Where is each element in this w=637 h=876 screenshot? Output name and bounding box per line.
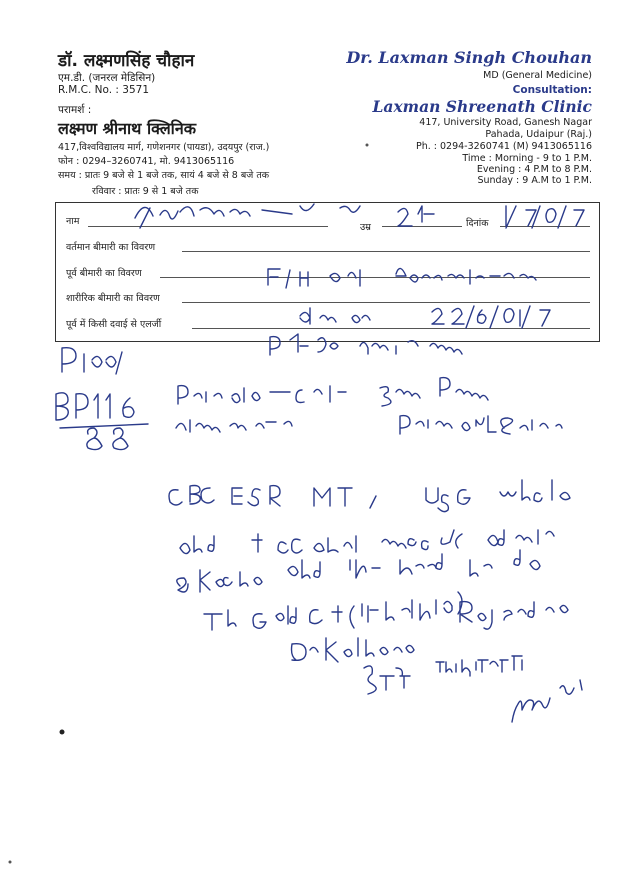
time-evening: Evening : 4 P.M to 8 P.M. [476, 164, 592, 175]
consultation-label-hindi: परामर्श : [58, 104, 92, 116]
degree-hindi: एम.डी. (जनरल मेडिसिन) [58, 72, 156, 84]
phone-hindi: फोन : 0294–3260741, मो. 9413065116 [58, 156, 235, 167]
date-label: दिनांक [466, 218, 489, 229]
clinic-name-hindi: लक्ष्मण श्रीनाथ क्लिनिक [58, 119, 196, 138]
name-label: नाम [66, 216, 80, 227]
address-hindi: 417,विश्वविद्यालय मार्ग, गणेशनगर (पायडा), उदयपुर (राज.) [58, 142, 270, 153]
age-label: उम्र [360, 222, 371, 233]
time-morning: Time : Morning - 9 to 1 P.M. [462, 153, 592, 164]
clinic-name-english: Laxman Shreenath Clinic [372, 97, 592, 116]
address-line1: 417, University Road, Ganesh Nagar [419, 117, 592, 128]
doctor-name-english: Dr. Laxman Singh Chouhan [346, 48, 592, 67]
allergy-label: पूर्व में किसी दवाई से एलर्जी [66, 319, 162, 330]
time-sunday: Sunday : 9 A.M to 1 P.M. [477, 175, 592, 186]
past-illness-label: पूर्व बीमारी का विवरण [66, 268, 142, 279]
doctor-name-hindi: डॉ. लक्ष्मणसिंह चौहान [58, 51, 195, 71]
address-line2: Pahada, Udaipur (Raj.) [485, 129, 592, 140]
phone-english: Ph. : 0294-3260741 (M) 9413065116 [415, 141, 592, 152]
current-illness-label: वर्तमान बीमारी का विवरण [66, 242, 156, 253]
sunday-hindi: रविवार : प्रातः 9 से 1 बजे तक [92, 186, 199, 197]
consultation-label-english: Consultation: [512, 84, 592, 96]
physical-illness-label: शारीरिक बीमारी का विवरण [66, 293, 160, 304]
rmc-number: R.M.C. No. : 3571 [58, 84, 150, 96]
timing-hindi: समय : प्रातः 9 बजे से 1 बजे तक, सायं 4 बजे से 8 बजे तक [58, 170, 270, 181]
degree-english: MD (General Medicine) [483, 70, 592, 81]
